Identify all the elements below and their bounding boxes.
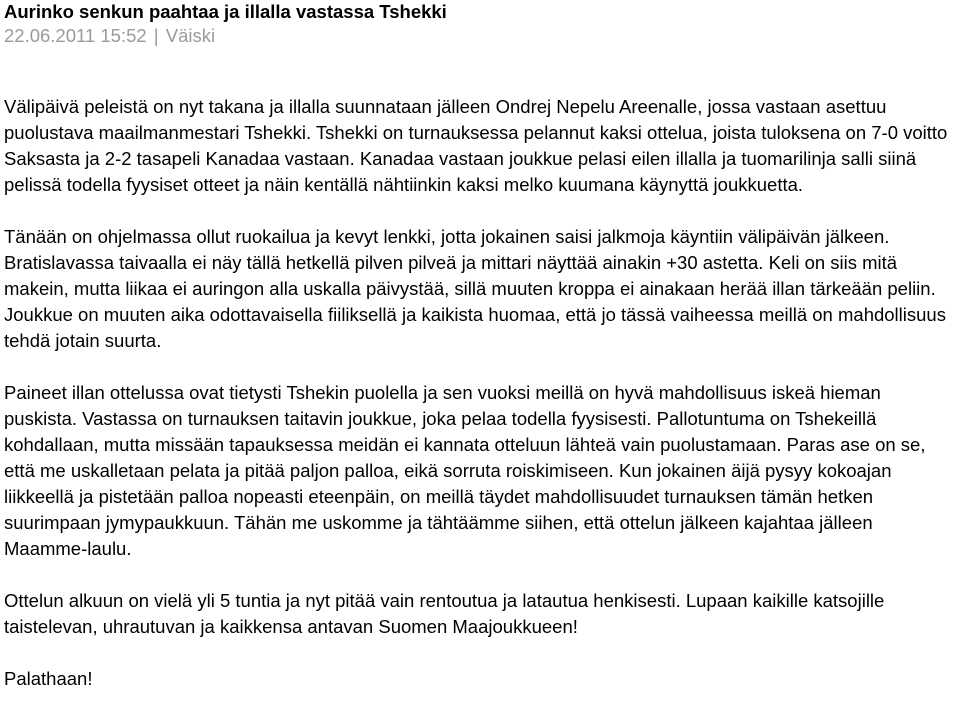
paragraph-1: Välipäivä peleistä on nyt takana ja illalla suunnataan jälleen Ondrej Nepelu Areenalle, jossa vastaan asettuu puolustava maailmanmestari Tshekki. Tshekki on turnauksessa pelannut kaksi ottelua, joista tuloksena on 7-0 voitto Saksasta ja 2-2 tasapeli Kanadaa vastaan. Kanadaa vastaan joukkue pelasi eilen illalla ja tuomarilinja salli siinä pelissä todella fyysiset otteet ja näin kentällä nähtiinkin kaksi melko kuumana käynyttä joukkuetta. [4,96,948,195]
article-title: Aurinko senkun paahtaa ja illalla vastassa Tshekki [4,1,447,22]
article-meta [4,24,956,48]
article-author: Väiski [165,25,216,46]
meta-separator: | [153,25,159,46]
article-date: 22.06.2011 15:52 [4,25,147,46]
article [4,0,956,692]
paragraph-5: Palathaan! [4,668,93,689]
paragraph-2: Tänään on ohjelmassa ollut ruokailua ja kevyt lenkki, jotta jokainen saisi jalkmoja käyntiin välipäivän jälkeen. Bratislavassa taivaalla ei näy tällä hetkellä pilven pilveä ja mittari näyttää ainakin +30 astetta. Keli on siis mitä makein, mutta liikaa ei auringon alla uskalla päivystää, sillä muuten kroppa ei ainakaan herää illan tärkeään peliin. Joukkue on muuten aika odottavaisella fiiliksellä ja kaikista huomaa, että jo tässä vaiheessa meillä on mahdollisuus tehdä jotain suurta. [4,226,946,351]
paragraph-3: Paineet illan ottelussa ovat tietysti Tshekin puolella ja sen vuoksi meillä on hyvä mahdollisuus iskeä hieman puskista. Vastassa on turnauksen taitavin joukkue, joka pelaa todella fyysisesti. Pallotuntuma on Tshekeillä kohdallaan, mutta missään tapauksessa meidän ei kannata otteluun lähteä vain puolustamaan. Paras ase on se, että me uskalletaan pelata ja pitää paljon palloa, eikä sorruta roiskimiseen. Kun jokainen äijä pysyy kokoajan liikkeellä ja pistetään palloa nopeasti eteenpäin, on meillä täydet mahdollisuudet turnauksen tämän hetken suurimpaan jymypaukkuun. Tähän me uskomme ja tähtäämme siihen, että ottelun jälkeen kajahtaa jälleen Maamme-laulu. [4,382,926,559]
article-body [4,94,956,692]
paragraph-4: Ottelun alkuun on vielä yli 5 tuntia ja nyt pitää vain rentoutua ja latautua henkisesti. Lupaan kaikille katsojille taistelevan, uhrautuvan ja kaikkensa antavan Suomen Maajoukkueen! [4,590,885,637]
